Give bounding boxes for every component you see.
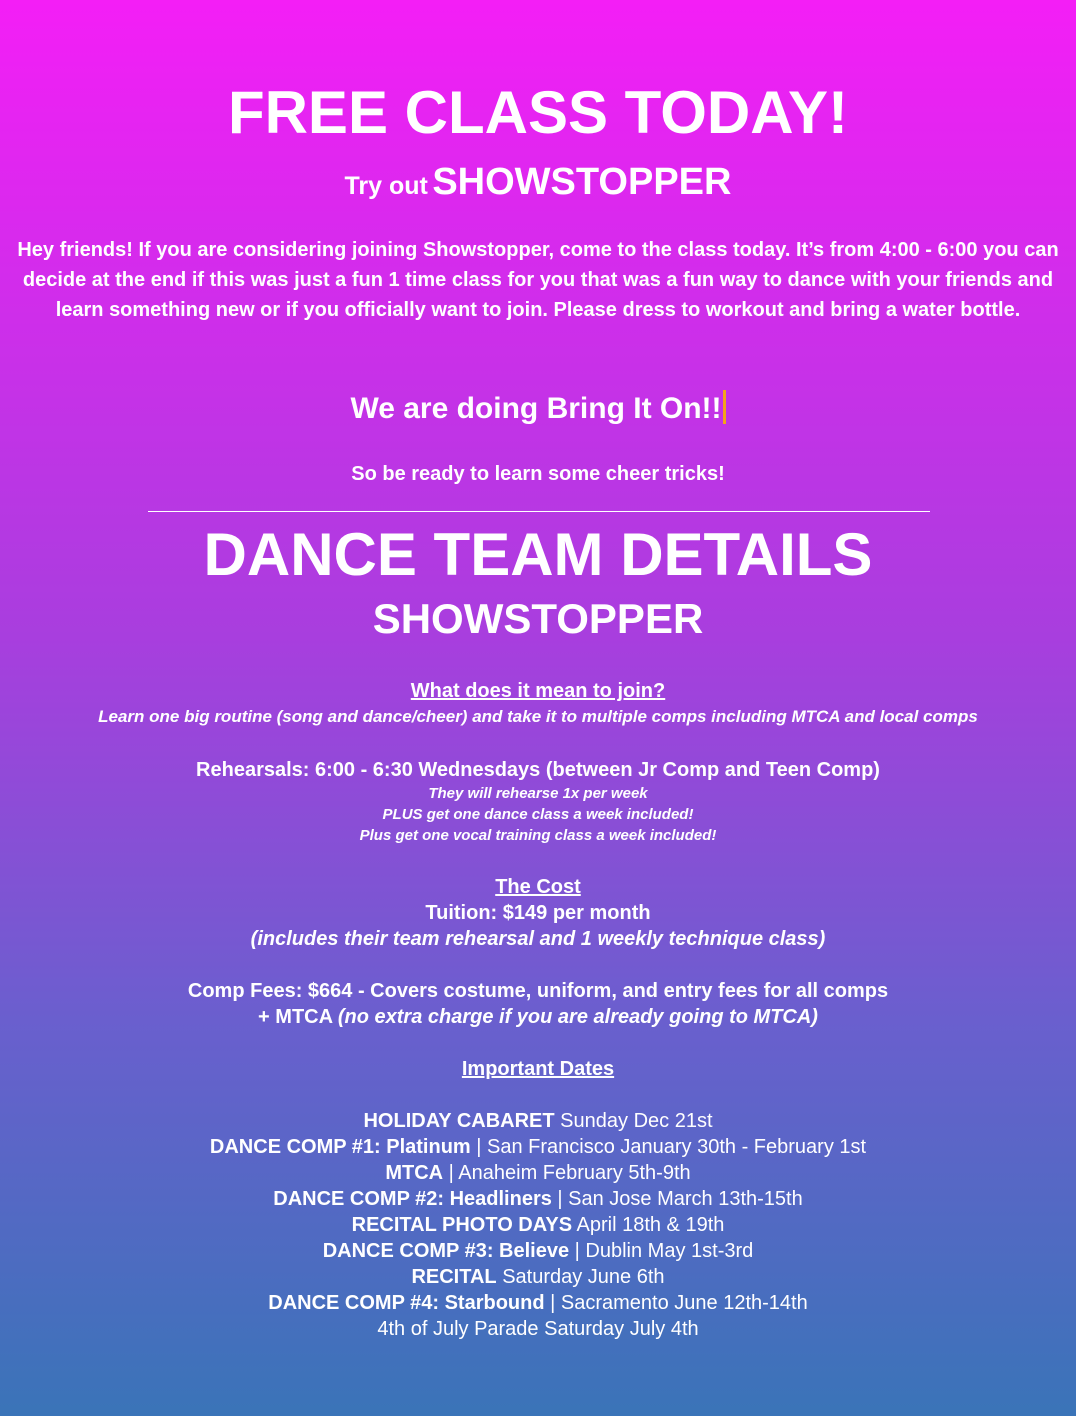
cheer-tricks-line: So be ready to learn some cheer tricks! bbox=[351, 463, 725, 485]
date-detail: | Anaheim February 5th-9th bbox=[443, 1162, 691, 1184]
date-item bbox=[0, 1186, 1076, 1212]
cost-heading: The Cost bbox=[495, 876, 581, 898]
team-subtitle: SHOWSTOPPER bbox=[372, 595, 704, 642]
date-detail: | Sacramento June 12th-14th bbox=[544, 1292, 808, 1314]
mtca-prefix: + MTCA bbox=[258, 1006, 333, 1028]
date-item bbox=[0, 1108, 1076, 1134]
date-event: DANCE COMP #1: Platinum bbox=[209, 1136, 471, 1158]
tuition-line: Tuition: $149 per month bbox=[425, 902, 651, 924]
date-event: DANCE COMP #3: Believe bbox=[322, 1240, 570, 1262]
date-detail: Sunday Dec 21st bbox=[554, 1110, 713, 1132]
important-dates-heading: Important Dates bbox=[461, 1058, 615, 1080]
date-item bbox=[0, 1264, 1076, 1290]
bring-it-on-text: We are doing Bring It On!! bbox=[350, 392, 722, 425]
date-detail: | San Jose March 13th-15th bbox=[551, 1188, 803, 1210]
date-detail: | Dublin May 1st-3rd bbox=[569, 1240, 754, 1262]
text-cursor bbox=[723, 390, 726, 424]
subtitle-brand: SHOWSTOPPER bbox=[432, 161, 732, 203]
date-detail: April 18th & 19th bbox=[572, 1214, 725, 1236]
team-title: DANCE TEAM DETAILS bbox=[203, 521, 873, 588]
date-item bbox=[0, 1134, 1076, 1160]
rehearsals-line: Rehearsals: 6:00 - 6:30 Wednesdays (between Jr Comp and Teen Comp) bbox=[196, 759, 880, 781]
join-heading: What does it mean to join? bbox=[410, 680, 666, 702]
date-event: HOLIDAY CABARET bbox=[363, 1110, 555, 1132]
mtca-line bbox=[0, 1004, 1076, 1030]
date-item bbox=[0, 1160, 1076, 1186]
page-subtitle bbox=[0, 160, 1076, 212]
bring-it-on-heading bbox=[0, 389, 1076, 429]
date-item bbox=[0, 1316, 1076, 1342]
tuition-note: (includes their team rehearsal and 1 weekly technique class) bbox=[250, 928, 826, 950]
mtca-note: (no extra charge if you are already going to MTCA) bbox=[337, 1006, 818, 1028]
date-event: RECITAL PHOTO DAYS bbox=[351, 1214, 573, 1236]
date-event: DANCE COMP #2: Headliners bbox=[273, 1188, 552, 1210]
date-event: MTCA bbox=[385, 1162, 444, 1184]
page-title: FREE CLASS TODAY! bbox=[227, 79, 849, 146]
intro-paragraph: Hey friends! If you are considering joining Showstopper, come to the class today. It’s from 4:00 - 6:00 you can decide at the end if this was just a fun 1 time class for you that was a fun way to dance with your friends and learn something new or if you officially want to join. Please dress to workout and bring a water bottle. bbox=[17, 239, 1059, 321]
comp-fees-section bbox=[0, 978, 1076, 1030]
date-detail: 4th of July Parade Saturday July 4th bbox=[377, 1318, 699, 1340]
rehearsal-note: They will rehearse 1x per week bbox=[428, 785, 648, 802]
subtitle-prefix: Try out bbox=[344, 172, 428, 200]
date-event: RECITAL bbox=[411, 1266, 497, 1288]
date-item bbox=[0, 1212, 1076, 1238]
cost-section bbox=[0, 874, 1076, 952]
join-description: Learn one big routine (song and dance/cheer) and take it to multiple comps including MTCA and local comps bbox=[98, 707, 978, 726]
date-detail: Saturday June 6th bbox=[496, 1266, 665, 1288]
comp-fees-line: Comp Fees: $664 - Covers costume, uniform, and entry fees for all comps bbox=[187, 980, 889, 1002]
rehearsal-note: Plus get one vocal training class a week included! bbox=[359, 827, 717, 844]
date-event: DANCE COMP #4: Starbound bbox=[268, 1292, 545, 1314]
date-item bbox=[0, 1290, 1076, 1316]
rehearsal-notes bbox=[0, 783, 1076, 846]
section-divider bbox=[148, 511, 930, 512]
important-dates-list bbox=[0, 1108, 1076, 1342]
rehearsal-note: PLUS get one dance class a week included! bbox=[382, 806, 694, 823]
date-detail: | San Francisco January 30th - February 1st bbox=[470, 1136, 867, 1158]
date-item bbox=[0, 1238, 1076, 1264]
